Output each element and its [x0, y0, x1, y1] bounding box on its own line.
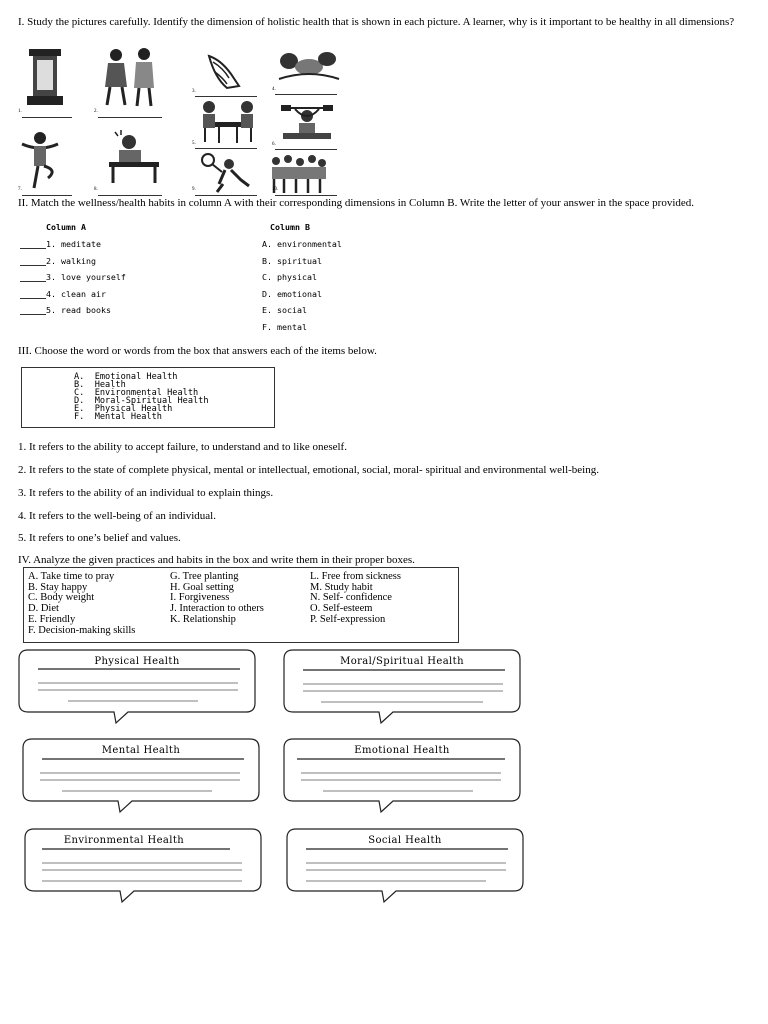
blank-number: 5. [192, 141, 196, 146]
question-item: 1. It refers to the ability to accept failure, to understand and to like oneself. [18, 441, 347, 453]
box-title: Physical Health [94, 656, 180, 667]
meeting-table-picture [197, 100, 259, 144]
column-b-header: Column B [270, 222, 310, 232]
question-item: 3. It refers to the ability of an individual to explain things. [18, 487, 274, 499]
question-item: 4. It refers to the well-being of an individual. [18, 510, 216, 522]
column-b-item: D. emotional [262, 289, 322, 299]
picture-answer-line[interactable] [98, 195, 162, 196]
column-a-answer-line[interactable] [20, 298, 46, 299]
practice-item: P. Self-expression [310, 614, 386, 625]
blank-number: 10. [272, 187, 279, 192]
column-b-item: E. social [262, 305, 307, 315]
practice-item: O. Self-esteem [310, 603, 373, 614]
column-b-item: B. spiritual [262, 256, 322, 266]
practice-item: J. Interaction to others [170, 603, 264, 614]
picture-answer-line[interactable] [22, 117, 72, 118]
choice-item: A. Emotional Health [74, 372, 178, 382]
blank-number: 6. [272, 142, 276, 147]
question-item: 5. It refers to one’s belief and values. [18, 532, 181, 544]
picture-answer-line[interactable] [275, 149, 337, 150]
environmental-health-box[interactable] [24, 828, 262, 900]
blank-number: 4. [272, 87, 276, 92]
column-a-item: 1. meditate [46, 239, 101, 249]
picture-answer-line[interactable] [275, 94, 337, 95]
practice-item: B. Stay happy [28, 582, 88, 593]
box-title: Emotional Health [354, 745, 450, 756]
practice-item: D. Diet [28, 603, 59, 614]
yoga-pose-picture [18, 130, 64, 192]
picture-answer-line[interactable] [195, 195, 257, 196]
blank-number: 8. [94, 187, 98, 192]
column-a-answer-line[interactable] [20, 265, 46, 266]
choice-item: C. Environmental Health [74, 388, 199, 398]
podium-picture [22, 47, 68, 109]
box-title: Environmental Health [63, 835, 185, 846]
choice-item: E. Physical Health [74, 404, 173, 414]
picture-answer-line[interactable] [195, 96, 257, 97]
box-title: Moral/Spiritual Health [340, 656, 464, 667]
column-b-item: F. mental [262, 322, 307, 332]
practice-item: K. Relationship [170, 614, 236, 625]
practice-item: E. Friendly [28, 614, 76, 625]
question-item: 2. It refers to the state of complete physical, mental or intellectual, emotional, social, moral- spiritual and environmental well-being. [18, 464, 599, 476]
column-b-item: C. physical [262, 272, 317, 282]
column-a-answer-line[interactable] [20, 248, 46, 249]
blank-number: 7. [18, 187, 22, 192]
section3-instruction: III. Choose the word or words from the box that answers each of the items below. [18, 345, 377, 357]
section2-instruction: II. Match the wellness/health habits in column A with their corresponding dimensions in Column B. Write the letter of your answer in the space provided. [18, 197, 695, 209]
choice-item: D. Moral-Spiritual Health [74, 396, 209, 406]
column-a-item: 4. clean air [46, 289, 106, 299]
emotional-health-box[interactable] [283, 738, 521, 810]
column-a-item: 2. walking [46, 256, 96, 266]
column-b-item: A. environmental [262, 239, 342, 249]
study-desk-picture [105, 128, 165, 184]
box-title: Social Health [368, 835, 442, 846]
picture-answer-line[interactable] [195, 148, 257, 149]
friends-picture [98, 47, 164, 109]
practice-item: H. Goal setting [170, 582, 234, 593]
practice-item: C. Body weight [28, 592, 95, 603]
weight-lifting-picture [277, 101, 337, 145]
picture-answer-line[interactable] [275, 195, 337, 196]
practice-item: I. Forgiveness [170, 592, 230, 603]
column-a-answer-line[interactable] [20, 281, 46, 282]
practice-item: F. Decision-making skills [28, 625, 136, 636]
practice-item: L. Free from sickness [310, 571, 401, 582]
blank-number: 9. [192, 187, 196, 192]
blank-number: 1. [18, 109, 22, 114]
column-a-item: 5. read books [46, 305, 111, 315]
practice-item: M. Study habit [310, 582, 373, 593]
section4-instruction: IV. Analyze the given practices and habits in the box and write them in their proper boxes. [18, 554, 415, 566]
mental-health-box[interactable] [22, 738, 260, 810]
praying-hands-picture [203, 50, 249, 90]
picture-answer-line[interactable] [98, 117, 162, 118]
column-a-answer-line[interactable] [20, 314, 46, 315]
picture-answer-line[interactable] [22, 195, 72, 196]
practice-item: N. Self- confidence [310, 592, 392, 603]
column-a-header: Column A [46, 222, 86, 232]
tennis-player-picture [195, 152, 255, 194]
choice-item: F. Mental Health [74, 412, 162, 422]
box-title: Mental Health [101, 745, 181, 756]
blank-number: 3. [192, 89, 196, 94]
moral-spiritual-health-box[interactable] [283, 649, 521, 721]
practice-item: G. Tree planting [170, 571, 239, 582]
choice-item: B. Health [74, 380, 126, 390]
social-health-box[interactable] [286, 828, 524, 900]
group-lying-picture [275, 49, 341, 85]
practice-item: A. Take time to pray [28, 571, 115, 582]
physical-health-box[interactable] [18, 649, 256, 721]
column-a-item: 3. love yourself [46, 272, 126, 282]
section1-instruction: I. Study the pictures carefully. Identify the dimension of holistic health that is shown in each picture. A learner, why is it important to be healthy in all dimensions? [18, 16, 735, 28]
blank-number: 2. [94, 109, 98, 114]
